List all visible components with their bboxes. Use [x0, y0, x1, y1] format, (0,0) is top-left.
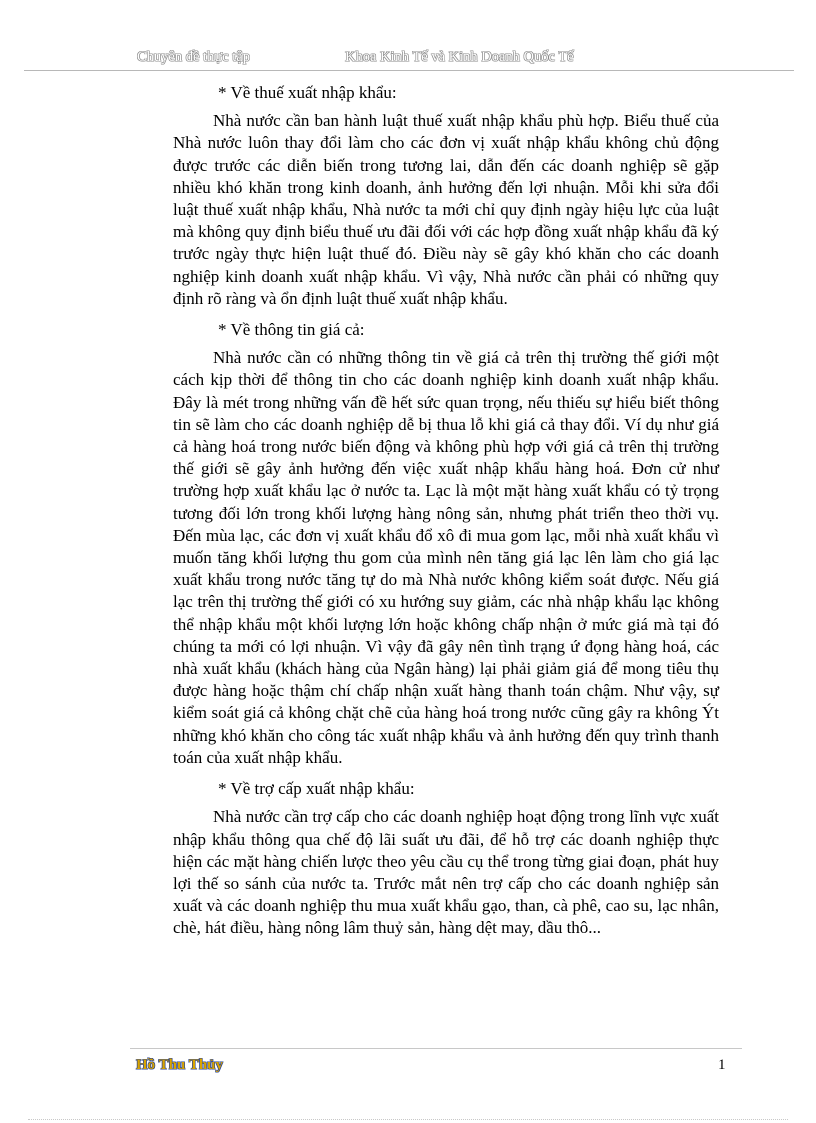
section-heading-price-info: * Về thông tin giá cả: — [218, 320, 365, 340]
section-paragraph-subsidy: Nhà nước cần trợ cấp cho các doanh nghiệp hoạt động trong lĩnh vực xuất nhập khẩu thông qua chế độ lãi suất ưu đãi, để hỗ trợ các doanh nghiệp thực hiện các mặt hàng chiến lược theo yêu cầu cụ thể trong từng giai đoạn, phát huy lợi thế so sánh của nước ta. Trước mắt nên trợ cấp cho các doanh nghiệp sản xuất và các doanh nghiệp thu mua xuất khẩu gạo, than, cà phê, cao su, lạc nhân, chè, hát điều, hàng nông lâm thuỷ sản, hàng dệt may, dầu thô... — [173, 807, 719, 938]
body-content — [173, 82, 719, 949]
running-header — [0, 49, 816, 71]
section-paragraph-tax: Nhà nước cần ban hành luật thuế xuất nhập khẩu phù hợp. Biểu thuế của Nhà nước luôn thay đổi làm cho các đơn vị xuất nhập khẩu không chủ động được trước các diễn biến trong tương lai, dẫn đến các doanh nghiệp sẽ gặp nhiều khó khăn trong kinh doanh, ảnh hưởng đến lợi nhuận. Mỗi khi sửa đổi luật thuế xuất nhập khẩu, Nhà nước ta mới chỉ quy định ngày hiệu lực của luật mà không quy định biểu thuế ưu đãi đối với các hợp đồng xuất nhập khẩu đã ký trước ngày thực hiện luật thuế đó. Điều này sẽ gây khó khăn cho các doanh nghiệp kinh doanh xuất nhập khẩu. Vì vậy, Nhà nước cần phải có những quy định rõ ràng và ổn định luật thuế xuất nhập khẩu. — [173, 111, 719, 308]
header-rule — [24, 70, 794, 71]
footer-rule — [130, 1048, 742, 1049]
author-name: Hồ Thu Thủy — [136, 1057, 224, 1073]
page-bottom-border — [28, 1119, 788, 1120]
section-heading-tax: * Về thuế xuất nhập khẩu: — [218, 83, 397, 102]
header-left-text: Chuyên đề thực tập — [137, 49, 250, 65]
running-footer — [0, 1048, 816, 1088]
section-heading-subsidy: * Về trợ cấp xuất nhập khẩu: — [218, 779, 415, 799]
header-right-text: Khoa Kinh Tế và Kinh Doanh Quốc Tế — [345, 49, 574, 65]
page-number: 1 — [718, 1057, 726, 1073]
section-paragraph-price-info: Nhà nước cần có những thông tin về giá cả trên thị trường thế giới một cách kịp thời để thông tin cho các doanh nghiệp kinh doanh xuất nhập khẩu. Đây là mét trong những vấn đề hết sức quan trọng, nếu thiếu sự hiểu biết thông tin sẽ làm cho các doanh nghiệp dễ bị thua lỗ khi giá cả thay đổi. Ví dụ như giá cả hàng hoá trong nước biến động và không phù hợp với giá cả trên thị trường thế giới sẽ gây ảnh hưởng đến việc xuất nhập khẩu hàng hoá. Đơn cử như trường hợp xuất khẩu lạc ở nước ta. Lạc là một mặt hàng xuất khẩu có tỷ trọng tương đối lớn trong khối lượng hàng nông sản, nhưng phát triển theo thời vụ. Đến mùa lạc, các đơn vị xuất khẩu đổ xô đi mua gom lạc, mỗi nhà xuất khẩu vì muốn tăng khối lượng thu gom của mình nên tăng giá lạc lên làm cho giá lạc xuất khẩu trong nước tăng tự do mà Nhà nước không kiểm soát được. Nếu giá lạc trên thị trường thế giới có xu hướng suy giảm, các nhà nhập khẩu lạc không thể nhập khẩu một khối lượng lớn hoặc không chấp nhận ở mức giá mà tại đó chúng ta mới có lợi nhuận. Vì vậy đã gây nên tình trạng ứ đọng hàng hoá, các nhà xuất khẩu (khách hàng của Ngân hàng) lại phải giảm giá để mong tiêu thụ được hàng hoặc thậm chí chấp nhận xuất hàng thanh toán chậm. Như vậy, sự kiểm soát giá cả không chặt chẽ của hàng hoá trong nước cũng gây ra không Ýt những khó khăn cho công tác xuất nhập khẩu và ảnh hưởng đến quy trình thanh toán của xuất nhập khẩu. — [173, 348, 719, 767]
